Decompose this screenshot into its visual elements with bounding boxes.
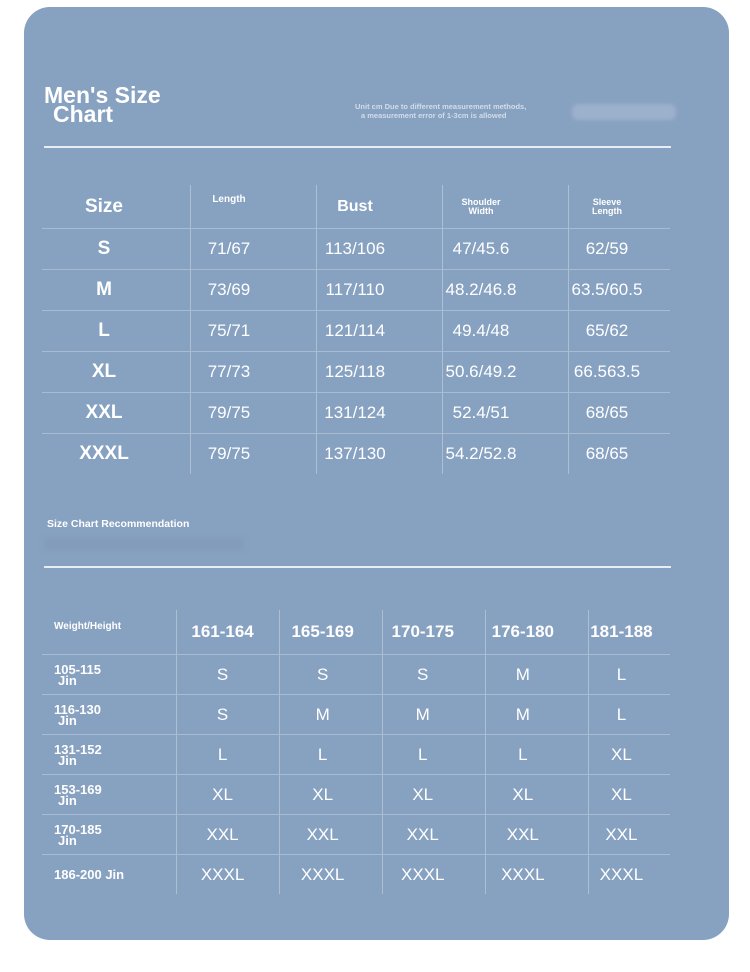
header-height: 165-169 <box>291 622 354 641</box>
header-shoulder-line2: Width <box>468 205 494 216</box>
cell-bust: 121/114 <box>324 321 386 340</box>
cell-shoulder: 52.4/51 <box>452 403 510 422</box>
cell-bust: 113/106 <box>324 239 386 258</box>
weight-line2: Jin <box>58 792 77 808</box>
page-title <box>44 82 161 127</box>
cell-shoulder: 48.2/46.8 <box>445 280 517 299</box>
table-row <box>42 775 670 815</box>
cell-bust: 137/130 <box>324 444 386 463</box>
cell-size: XXXL <box>501 864 545 884</box>
table-row <box>42 352 670 393</box>
cell-shoulder: 47/45.6 <box>452 239 510 258</box>
header-weight-height: Weight/Height <box>54 621 122 632</box>
cell-size: M <box>515 704 530 724</box>
header-shoulder-width <box>418 185 544 228</box>
header-length: Length <box>212 194 246 205</box>
cell-size: XL <box>512 784 534 804</box>
header-height: 170-175 <box>391 622 454 641</box>
cell-size: L <box>217 744 228 764</box>
header-sleeve-length <box>544 185 670 228</box>
cell-length: 71/67 <box>207 239 251 258</box>
size-table <box>42 185 670 474</box>
weight-line1: 186-200 Jin <box>54 867 125 882</box>
cell-sleeve: 66.563.5 <box>573 362 641 381</box>
row-weight <box>42 815 173 854</box>
cell-bust: 131/124 <box>324 403 386 422</box>
cell-length: 73/69 <box>207 280 251 299</box>
cell-size: XL <box>412 784 434 804</box>
cell-size: L <box>616 704 627 724</box>
middle-divider <box>44 566 671 568</box>
blurred-subtitle <box>44 538 244 550</box>
cell-shoulder: 54.2/52.8 <box>445 444 517 463</box>
header-height: 161-164 <box>191 622 254 641</box>
cell-size: XXXL <box>300 864 345 884</box>
cell-bust: 117/110 <box>325 280 385 299</box>
row-size: L <box>98 320 110 341</box>
cell-size: M <box>415 704 430 724</box>
cell-size: XXL <box>406 824 439 844</box>
header-sleeve-line1: Sleeve <box>592 196 622 207</box>
header-shoulder-line1: Shoulder <box>461 196 501 207</box>
weight-line2: Jin <box>58 712 77 728</box>
row-size: XXXL <box>79 443 129 464</box>
cell-size: L <box>417 744 428 764</box>
cell-sleeve: 68/65 <box>585 403 629 422</box>
cell-size: XL <box>611 744 632 764</box>
row-weight <box>42 775 173 814</box>
cell-size: L <box>317 744 328 764</box>
cell-size: XL <box>312 784 334 804</box>
cell-size: XXXL <box>400 864 445 884</box>
weight-line2: Jin <box>58 672 77 688</box>
cell-size: L <box>616 664 627 684</box>
header-height: 181-188 <box>590 622 653 641</box>
cell-size: XXL <box>506 824 539 844</box>
cell-sleeve: 63.5/60.5 <box>571 280 643 299</box>
recommendation-table <box>42 610 670 894</box>
top-divider <box>44 146 671 148</box>
table-row <box>42 393 670 434</box>
blurred-tag <box>572 104 676 120</box>
cell-size: S <box>316 664 329 684</box>
note-line-2: a measurement error of 1-3cm is allowed <box>361 111 507 120</box>
cell-size: M <box>315 704 330 724</box>
cell-length: 79/75 <box>207 403 251 422</box>
cell-size: S <box>216 704 229 724</box>
cell-bust: 125/118 <box>324 362 386 381</box>
cell-sleeve: 62/59 <box>585 239 629 258</box>
title-line-2: Chart <box>53 101 114 127</box>
row-weight <box>42 695 173 734</box>
table-row <box>42 311 670 352</box>
cell-size: XXL <box>206 824 239 844</box>
row-weight <box>42 855 173 894</box>
row-weight <box>42 655 173 694</box>
table-row <box>42 855 670 894</box>
recommendation-title: Size Chart Recommendation <box>47 518 190 530</box>
cell-size: XL <box>611 784 632 804</box>
cell-size: XXXL <box>599 864 644 884</box>
cell-length: 79/75 <box>207 444 251 463</box>
cell-shoulder: 49.4/48 <box>452 321 510 340</box>
weight-line1: 153-169 <box>54 781 102 797</box>
table-row <box>42 270 670 311</box>
header-height: 176-180 <box>491 622 554 641</box>
cell-size: XXXL <box>200 864 245 884</box>
weight-line1: 116-130 <box>54 701 101 717</box>
table-row <box>42 229 670 270</box>
cell-length: 75/71 <box>207 321 251 340</box>
cell-shoulder: 50.6/49.2 <box>445 362 517 381</box>
cell-size: L <box>518 744 528 764</box>
row-size: XXL <box>85 402 123 423</box>
header-size: Size <box>84 195 124 217</box>
cell-size: S <box>417 664 429 684</box>
table-row <box>42 655 670 695</box>
cell-size: XL <box>212 784 233 804</box>
row-size: XL <box>91 361 117 382</box>
cell-size: S <box>216 664 229 684</box>
table-row <box>42 735 670 775</box>
row-size: M <box>96 279 112 300</box>
cell-sleeve: 65/62 <box>585 321 629 340</box>
weight-line1: 131-152 <box>54 741 102 757</box>
header-sleeve-line2: Length <box>592 205 622 216</box>
cell-length: 77/73 <box>207 362 251 381</box>
row-weight <box>42 735 173 774</box>
weight-line2: Jin <box>58 832 77 848</box>
cell-sleeve: 68/65 <box>585 444 629 463</box>
weight-line1: 170-185 <box>54 821 102 837</box>
weight-line1: 105-115 <box>54 661 101 677</box>
recommendation-header <box>42 610 670 655</box>
weight-line2: Jin <box>58 752 77 768</box>
cell-size: XXL <box>306 824 339 844</box>
row-size: S <box>97 238 111 259</box>
table-row <box>42 815 670 855</box>
cell-size: XXL <box>605 824 638 844</box>
measurement-note <box>355 102 585 120</box>
note-line-1: Unit cm Due to different measurement methods, <box>355 102 527 111</box>
title-line-1: Men's Size <box>44 82 161 108</box>
size-table-header <box>42 185 670 229</box>
cell-size: M <box>515 664 530 684</box>
header-bust: Bust <box>337 197 373 215</box>
table-row <box>42 695 670 735</box>
table-row <box>42 434 670 474</box>
